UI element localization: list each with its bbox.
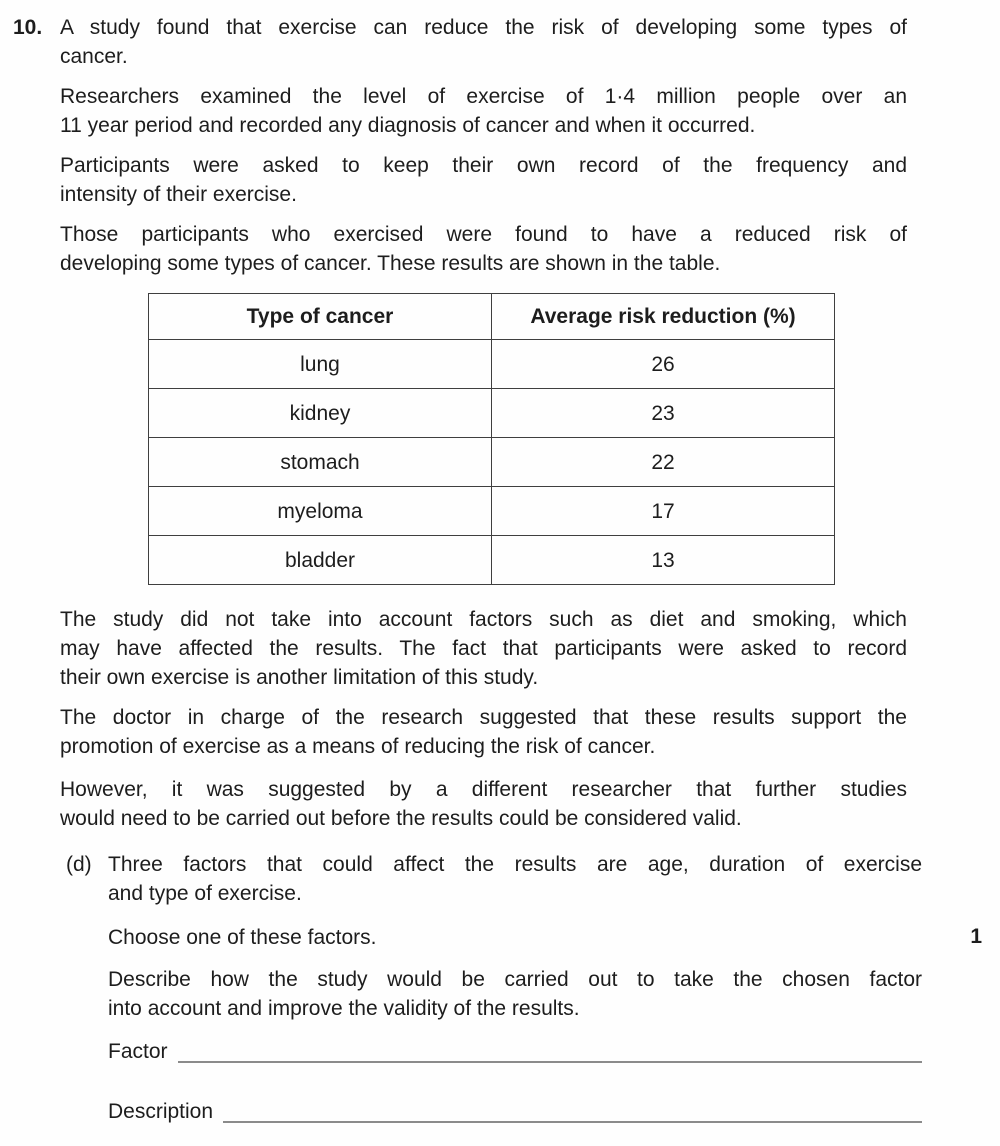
factor-answer-line[interactable]: [178, 1041, 922, 1063]
text-line: However, it was suggested by a different researcher that further studies: [60, 778, 907, 801]
intro-paragraph: [60, 82, 907, 140]
text-line: developing some types of cancer. These results are shown in the table.: [60, 252, 721, 275]
intro-paragraph: [60, 220, 907, 278]
part-d-choose-instruction: [108, 923, 922, 952]
table-cell: bladder: [149, 536, 492, 585]
part-d-body: [108, 850, 922, 1126]
text-line: their own exercise is another limitation of this study.: [60, 666, 539, 689]
part-d-label: (d): [66, 853, 92, 876]
text-line: would need to be carried out before the results could be considered valid.: [60, 807, 742, 830]
description-label: Description: [108, 1100, 214, 1123]
factor-label: Factor: [108, 1040, 168, 1063]
text-line: cancer.: [60, 45, 128, 68]
column-header-risk-reduction: Average risk reduction (%): [492, 294, 835, 340]
table-cell: stomach: [149, 438, 492, 487]
text-line: Three factors that could affect the results are age, duration of exercise: [108, 853, 922, 876]
table-cell: 17: [492, 487, 835, 536]
table-cell: kidney: [149, 389, 492, 438]
description-answer-row: [108, 1097, 922, 1126]
part-d-describe-instruction: [108, 965, 922, 1023]
text-line: intensity of their exercise.: [60, 183, 297, 206]
text-line: The doctor in charge of the research suggested that these results support the: [60, 706, 907, 729]
table-cell: 13: [492, 536, 835, 585]
text-line: Describe how the study would be carried out to take the chosen factor: [108, 968, 922, 991]
table-cell: 26: [492, 340, 835, 389]
text-line: Participants were asked to keep their own record of the frequency and: [60, 154, 907, 177]
table-row: [149, 340, 835, 389]
column-header-cancer-type: Type of cancer: [149, 294, 492, 340]
part-d: [66, 850, 922, 1126]
text-line: Those participants who exercised were found to have a reduced risk of: [60, 223, 907, 246]
table-row: [149, 536, 835, 585]
text-line: into account and improve the validity of the results.: [108, 997, 580, 1020]
text-line: The study did not take into account factors such as diet and smoking, which: [60, 608, 907, 631]
intro-paragraph: [60, 151, 907, 209]
text-line: promotion of exercise as a means of reducing the risk of cancer.: [60, 735, 656, 758]
part-d-statement: [108, 850, 922, 908]
question-content: [60, 13, 922, 1126]
table-header-row: [149, 294, 835, 340]
text-line: Choose one of these factors.: [108, 926, 377, 949]
text-line: Researchers examined the level of exercise of 1·4 million people over an: [60, 85, 907, 108]
table-cell: 22: [492, 438, 835, 487]
body-paragraph: [60, 605, 907, 692]
text-line: may have affected the results. The fact that participants were asked to record: [60, 637, 907, 660]
table-row: [149, 389, 835, 438]
table-cell: myeloma: [149, 487, 492, 536]
table-cell: 23: [492, 389, 835, 438]
factor-answer-row: [108, 1037, 922, 1066]
text-line: and type of exercise.: [108, 882, 302, 905]
table-cell: lung: [149, 340, 492, 389]
results-table: [148, 293, 835, 585]
marks-allocation: 1: [970, 925, 982, 948]
body-paragraph: [60, 703, 907, 761]
body-paragraph: [60, 775, 907, 833]
text-line: A study found that exercise can reduce the risk of developing some types of: [60, 16, 907, 39]
intro-paragraph: [60, 13, 907, 71]
text-line: 11 year period and recorded any diagnosis of cancer and when it occurred.: [60, 114, 756, 137]
table-row: [149, 487, 835, 536]
table-row: [149, 438, 835, 487]
question-number: 10.: [13, 16, 43, 39]
description-answer-line[interactable]: [223, 1101, 922, 1123]
results-table-wrap: [148, 293, 907, 585]
